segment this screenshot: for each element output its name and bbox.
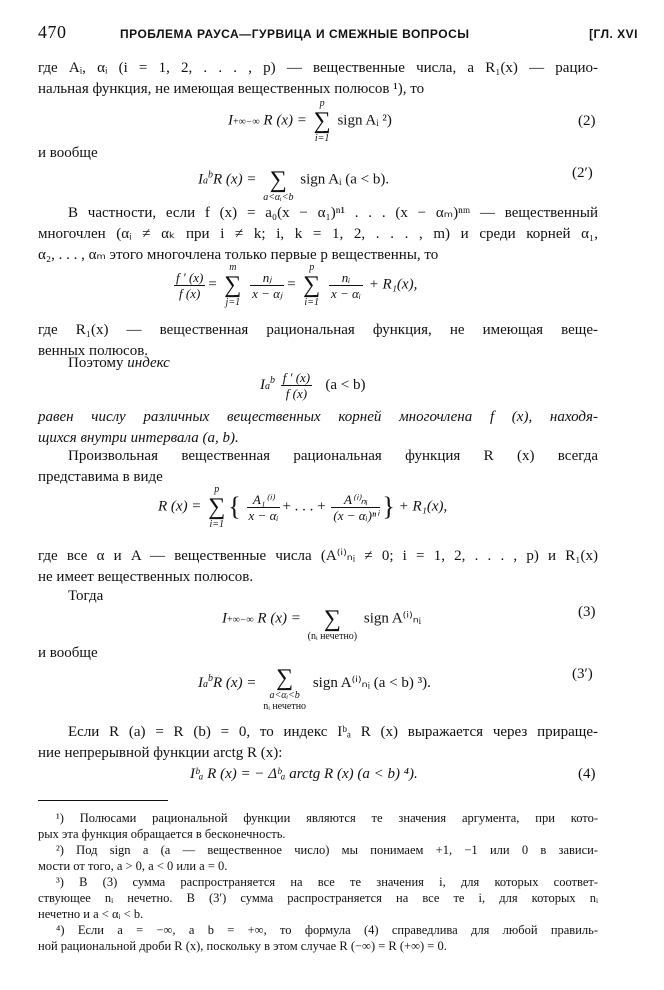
fraction <box>331 492 380 523</box>
fraction-denominator: x − αⱼ <box>252 285 283 301</box>
sum-lower-limit: i=1 <box>209 519 224 530</box>
equation-2: I+∞−∞ R (x) = p ∑ i=1 sign Aᵢ ²) <box>228 98 392 144</box>
paragraph-line: равен числу различных вещественных корней многочлена f (x), находя- <box>38 409 598 425</box>
footnote-line: ствующее nᵢ нечетно. В (3′) сумма распространяется на все те i, для которых nᵢ <box>38 891 598 905</box>
fraction-numerator: nⱼ <box>250 270 284 286</box>
sum-lower-limit: a<αᵢ<b <box>269 690 300 701</box>
sum-symbol: ∑ a<αᵢ<b nᵢ нечетно <box>263 665 307 712</box>
sum-upper-limit: p <box>309 262 315 273</box>
page-number: 470 <box>38 22 67 42</box>
footnote-line: рых эта функция обращается в бесконечность. <box>38 827 286 841</box>
equation-log-derivative: $\frac{f ' (x)}{f (x)}$ = m ∑ j=1 $\frac{\text{nⱼ}}{\text{x − αⱼ}}$ = p ∑ i=1 $\frac{\text{nᵢ}}{\text{x − αᵢ}}$ + R₁(x), <box>176 262 418 308</box>
footnote-line: ³) В (3) сумма распространяется на все те значения i, для которых соответ- <box>56 875 598 889</box>
paragraph-line: щихся внутри интервала (a, b). <box>38 430 239 446</box>
equation-2-prime: Ia$^b$R (x) = ∑ a<αᵢ<b sign Aᵢ (a < b). <box>198 157 389 203</box>
eq-symbol: I <box>228 112 233 129</box>
footnote-line: ²) Под sign a (a — вещественное число) мы понимаем +1, −1 или 0 в зависи- <box>56 843 598 857</box>
paragraph-line: нальная функция, не имеющая вещественных полюсов ¹), то <box>38 81 425 97</box>
sum-symbol: p ∑ i=1 <box>313 98 331 144</box>
paragraph-line: где R₁(x) — вещественная рациональная функция, не имеющая веще- <box>38 322 598 338</box>
sum-lower-limit: i=1 <box>304 297 319 308</box>
sum-lower-limit: a<αᵢ<b <box>263 192 294 203</box>
fraction-numerator: nᵢ <box>329 270 363 286</box>
sum-symbol: p ∑ i=1 <box>303 262 321 308</box>
sum-upper-limit: p <box>319 98 325 109</box>
paragraph-line: Если R (a) = R (b) = 0, то индекс Iᵇₐ R (x) выражается через прираще- <box>68 724 598 740</box>
paragraph-line: венных полюсов. <box>38 343 149 359</box>
sum-symbol: m ∑ j=1 <box>224 262 242 308</box>
eq-tail: + R₁(x), <box>368 276 418 293</box>
footnote-line: ной рациональной дроби R (x), поскольку в этом случае R (−∞) = R (+∞) = 0. <box>38 939 447 953</box>
sum-symbol: ∑ (nᵢ нечетно) <box>307 606 358 642</box>
paragraph-line <box>68 353 170 374</box>
eq-body: sign A⁽ⁱ⁾ₙᵢ (a < b) ³). <box>312 674 431 691</box>
sum-upper-limit: m <box>229 262 237 273</box>
footnote-line: нечетно и a < αᵢ < b. <box>38 907 144 921</box>
equation-number: (2′) <box>572 165 593 181</box>
fraction-denominator: x − αᵢ <box>248 507 279 523</box>
fraction-denominator: (x − αᵢ)ⁿⁱ <box>333 507 379 523</box>
eq-body: sign A⁽ⁱ⁾ₙᵢ <box>363 610 422 627</box>
sum-lower-limit: j=1 <box>225 297 241 308</box>
fraction <box>281 370 312 401</box>
running-title: ПРОБЛЕМА РАУСА—ГУРВИЦА И СМЕЖНЫЕ ВОПРОСЫ <box>120 27 470 41</box>
equation-number: (4) <box>578 766 596 782</box>
fraction <box>174 270 205 301</box>
fraction <box>329 270 363 301</box>
italic-term: индекс <box>127 355 170 371</box>
sum-symbol: p ∑ i=1 <box>208 484 226 530</box>
sum-upper-limit: p <box>214 484 220 495</box>
footnote-divider <box>38 800 168 801</box>
fraction <box>250 270 284 301</box>
fraction <box>247 492 281 523</box>
text-run: Поэтому <box>68 355 128 371</box>
eq-tail: (a < b) <box>325 376 366 393</box>
paragraph-line: α₂, . . . , αₘ этого многочлена только первые p вещественны, то <box>38 247 439 263</box>
equation-number: (2) <box>578 113 596 129</box>
sum-symbol: ∑ a<αᵢ<b <box>263 167 294 203</box>
equation-3-prime: Ia$^b$R (x) = ∑ a<αᵢ<b nᵢ нечетно sign A⁽ⁱ⁾ₙᵢ (a < b) ³). <box>198 655 431 712</box>
fraction-numerator: A⁽ⁱ⁾ₙᵢ <box>331 492 380 508</box>
eq-tail: + R₁(x), <box>398 498 448 515</box>
fraction-numerator: A₁⁽ⁱ⁾ <box>247 492 281 508</box>
paragraph-line: и вообще <box>38 145 98 161</box>
paragraph-line: не имеет вещественных полюсов. <box>38 569 254 585</box>
paragraph-line: и вообще <box>38 645 98 661</box>
equation-number: (3′) <box>572 666 593 682</box>
paragraph-line: ние непрерывной функции arctg R (x): <box>38 745 283 761</box>
eq-body: sign Aᵢ (a < b). <box>300 171 390 188</box>
chapter-label: [ГЛ. XVI <box>589 27 638 41</box>
equation-partial-fractions: R (x) = p ∑ i=1 { $\frac{\text{A₁⁽ⁱ⁾}}{\text{x − αᵢ}}$ + . . . + $\frac{\text{A⁽ⁱ⁾ₙᵢ}}{\text{(x − αᵢ)ⁿⁱ}}$ } + R₁(x), <box>158 484 448 530</box>
paragraph-line: многочлен (αᵢ ≠ αₖ при i ≠ k; i, k = 1, 2, . . . , m) и среди корней α₁, <box>38 226 598 242</box>
footnote-line: ⁴) Если a = −∞, а b = +∞, то формула (4) справедлива для любой правиль- <box>56 923 598 937</box>
paragraph-line: Тогда <box>68 588 104 604</box>
eq-body: sign Aᵢ ²) <box>337 112 392 129</box>
page-header <box>38 22 638 48</box>
equation-3: I+∞−∞ R (x) = ∑ (nᵢ нечетно) sign A⁽ⁱ⁾ₙᵢ <box>222 596 421 642</box>
paragraph-line: где все α и A — вещественные числа (A⁽ⁱ⁾ₙᵢ ≠ 0; i = 1, 2, . . . , p) и R₁(x) <box>38 548 598 564</box>
fraction-numerator: f ′ (x) <box>176 269 204 285</box>
paragraph-line: где Aᵢ, αᵢ (i = 1, 2, . . . , p) — вещественные числа, а R₁(x) — рацио- <box>38 60 598 76</box>
paragraph-line: представима в виде <box>38 469 163 485</box>
fraction-denominator: f (x) <box>285 386 308 401</box>
fraction-numerator: f ′ (x) <box>282 370 311 385</box>
paragraph-line: Произвольная вещественная рациональная функция R (x) всегда <box>68 448 598 464</box>
sum-lower-limit: nᵢ нечетно <box>263 701 307 712</box>
equation-index: Ia$^b$ $\frac{f ' (x)}{f (x)}$ (a < b) <box>260 370 366 401</box>
paragraph-line: В частности, если f (x) = a₀(x − α₁)ⁿ¹ . . . (x − αₘ)ⁿᵐ — вещественный <box>68 205 598 221</box>
equation-4: Iᵇₐ R (x) = − Δᵇₐ arctg R (x) (a < b) ⁴). <box>190 766 418 782</box>
fraction-denominator: x − αᵢ <box>331 285 361 301</box>
equation-number: (3) <box>578 604 596 620</box>
fraction-denominator: f (x) <box>179 285 201 301</box>
footnote-line: ¹) Полюсами рациональной функции являются те значения аргумента, при кото- <box>56 811 598 825</box>
sum-lower-limit: i=1 <box>314 133 330 144</box>
footnote-line: мости от того, a > 0, a < 0 или a = 0. <box>38 859 228 873</box>
sum-lower-limit: (nᵢ нечетно) <box>307 631 358 642</box>
